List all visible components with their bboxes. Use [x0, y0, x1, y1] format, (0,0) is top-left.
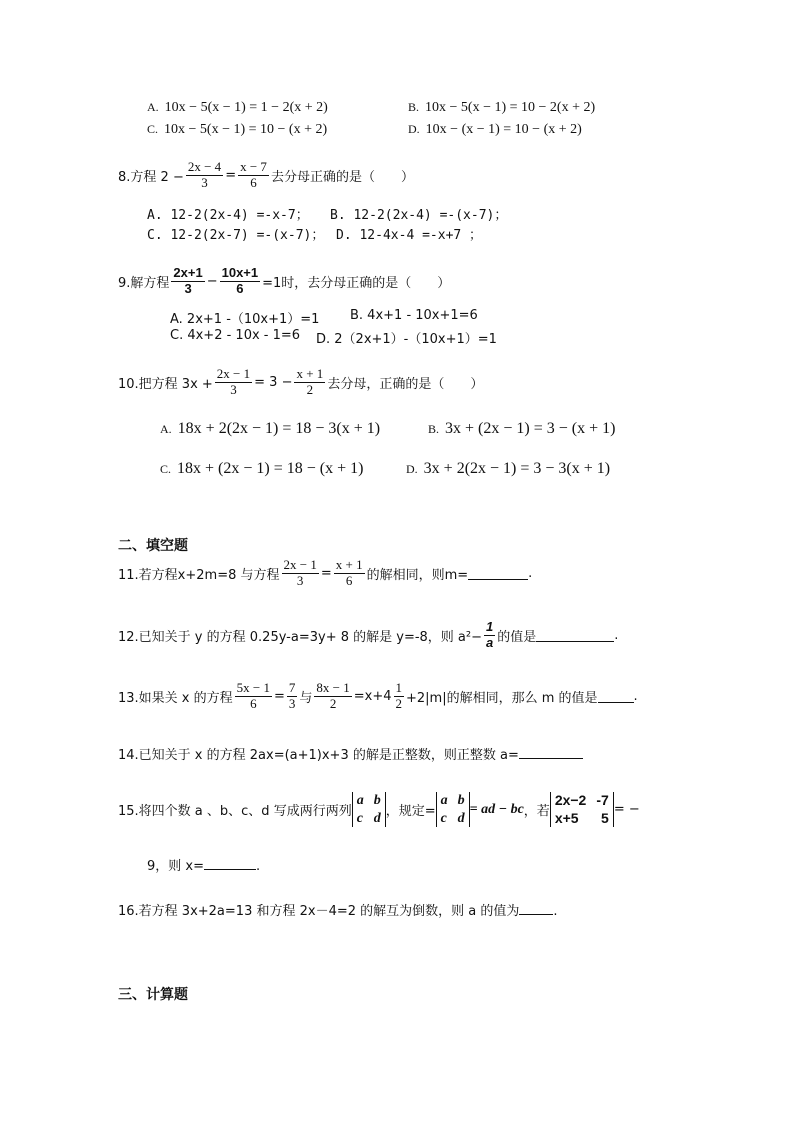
option-label: D.	[408, 122, 420, 136]
q13-prefix: 13.如果关 x 的方程	[118, 690, 233, 706]
equals: =	[320, 565, 332, 581]
q9-suffix: =1时，去分母正确的是（ ）	[262, 275, 451, 291]
numerator: 1	[395, 680, 402, 695]
option-label: B.	[428, 422, 440, 436]
q9-option-d: D. 2（2x+1）-（10x+1）=1	[316, 332, 497, 347]
option-label: C.	[147, 122, 159, 136]
q8-prefix: 8.方程 2 −	[118, 169, 184, 185]
option-label: C.	[160, 462, 172, 476]
q10-prefix: 10.把方程 3x +	[118, 376, 213, 392]
denominator: 3	[288, 695, 296, 711]
q15-stem	[118, 792, 640, 827]
option-expr: 18x + 2(2x − 1) = 18 − 3(x + 1)	[177, 420, 381, 437]
period: .	[633, 688, 638, 704]
q13-fraction-1	[235, 681, 272, 712]
determinant-given	[550, 792, 614, 827]
q10-fraction-1	[215, 367, 252, 398]
numerator: 7	[288, 680, 296, 695]
q13-fraction-2	[287, 681, 298, 712]
minus: −	[206, 273, 218, 289]
q15-line-2	[147, 855, 260, 874]
q13-fraction-4	[394, 681, 405, 712]
option-expr: 3x + (2x − 1) = 3 − (x + 1)	[445, 420, 616, 437]
det-entry: -7	[596, 792, 609, 808]
det-entry: d	[373, 810, 381, 826]
q7-option-a	[147, 96, 328, 116]
q9-option-c: C. 4x+2 - 10x - 1=6	[170, 328, 301, 343]
answer-blank[interactable]	[204, 857, 256, 870]
option-expr: 10x − 5(x − 1) = 10 − 2(x + 2)	[425, 100, 596, 115]
q15-mid2: ，若	[523, 804, 550, 819]
numerator: 2x − 4	[187, 159, 222, 174]
q8-fraction-2	[238, 160, 269, 191]
determinant-definition	[436, 792, 470, 827]
numerator: 10x+1	[221, 265, 259, 280]
q10-mid: = 3 −	[254, 374, 293, 390]
determinant-rule: = ad − bc	[469, 801, 524, 817]
denominator: 3	[201, 174, 208, 190]
period: .	[614, 627, 619, 643]
denominator: 6	[345, 572, 353, 588]
q9-fraction-2	[220, 266, 261, 297]
det-entry: d	[457, 810, 465, 826]
period: .	[553, 904, 558, 919]
q11-prefix: 11.若方程x+2m=8 与方程	[118, 567, 280, 583]
q7-option-d	[408, 118, 582, 138]
answer-blank[interactable]	[536, 629, 614, 642]
q10-option-d	[406, 458, 610, 478]
section-heading-fill-in: 二、填空题	[118, 538, 188, 554]
q15-prefix: 15.将四个数 a 、b、c、d 写成两行两列	[118, 804, 352, 819]
q15-line2-text: 9，则 x=	[147, 859, 204, 874]
numerator: x + 1	[296, 366, 324, 381]
q12-fraction	[484, 620, 495, 651]
option-expr: 10x − 5(x − 1) = 1 − 2(x + 2)	[164, 100, 328, 115]
q11-fraction-1	[282, 558, 319, 589]
q10-suffix: 去分母，正确的是（ ）	[327, 376, 484, 392]
det-entry: b	[457, 793, 465, 808]
det-entry: a	[356, 793, 364, 808]
q11-stem	[118, 558, 532, 589]
denominator: 3	[296, 572, 304, 588]
q13-mid3: +2|m|的解相同，那么 m 的值是	[406, 690, 598, 706]
q15-suffix: = −	[613, 802, 640, 817]
q14-text: 14.已知关于 x 的方程 2ax=(a+1)x+3 的解是正整数，则正整数 a=	[118, 748, 519, 763]
option-label: B.	[408, 100, 420, 114]
q12-stem	[118, 620, 618, 651]
q14-stem	[118, 744, 583, 763]
q9-option-a: A. 2x+1 -（10x+1）=1	[170, 312, 320, 327]
answer-blank[interactable]	[519, 902, 553, 915]
denominator: 6	[236, 280, 244, 296]
determinant-abcd	[352, 792, 386, 827]
q7-option-c	[147, 118, 327, 138]
option-expr: 3x + 2(2x − 1) = 3 − 3(x + 1)	[423, 460, 611, 477]
option-label: A.	[160, 422, 172, 436]
q8-option-a: A. 12-2(2x-4) =-x-7；	[147, 208, 309, 223]
q10-option-a	[160, 418, 380, 438]
q8-option-d: D. 12-4x-4 =-x+7 ；	[336, 228, 483, 243]
q12-prefix: 12.已知关于 y 的方程 0.25y-a=3y+ 8 的解是 y=-8，则 a²−	[118, 629, 483, 645]
q9-fraction-1	[171, 266, 204, 297]
q11-suffix: 的解相同，则m=	[366, 567, 469, 583]
denominator: 6	[250, 695, 257, 711]
q7-option-b	[408, 96, 595, 116]
q13-fraction-3	[314, 681, 351, 712]
q13-mid2: =x+4	[353, 688, 392, 704]
period: .	[528, 565, 533, 581]
q10-option-b	[428, 418, 615, 438]
option-expr: 10x − (x − 1) = 10 − (x + 2)	[425, 122, 582, 137]
section-heading-calculation: 三、计算题	[118, 987, 188, 1003]
denominator: 2	[395, 695, 402, 711]
q8-suffix: 去分母正确的是（ ）	[270, 169, 414, 185]
numerator: 2x − 1	[283, 557, 317, 572]
numerator: 8x − 1	[316, 680, 350, 695]
numerator: 5x − 1	[236, 680, 270, 695]
denominator: a	[486, 634, 494, 650]
det-entry: b	[373, 793, 381, 808]
answer-blank[interactable]	[468, 567, 528, 580]
q9-option-b: B. 4x+1 - 10x+1=6	[350, 308, 478, 323]
denominator: 3	[184, 280, 192, 296]
period: .	[256, 859, 261, 874]
option-label: D.	[406, 462, 418, 476]
answer-blank[interactable]	[519, 746, 583, 759]
numerator: x + 1	[335, 557, 363, 572]
q15-mid: ，规定=	[385, 804, 436, 819]
q8-fraction-1	[186, 160, 223, 191]
denominator: 2	[329, 695, 337, 711]
numerator: 2x+1	[173, 265, 203, 280]
det-entry: c	[356, 810, 363, 826]
denominator: 3	[230, 381, 237, 397]
q8-option-c: C. 12-2(2x-7) =-(x-7)；	[147, 228, 325, 243]
det-entry: 2x−2	[554, 792, 587, 808]
q11-fraction-2	[334, 558, 365, 589]
denominator: 6	[250, 174, 257, 190]
option-label: A.	[147, 100, 159, 114]
q13-mid: 与	[299, 690, 313, 706]
equals: =	[273, 688, 285, 704]
q9-stem	[118, 266, 450, 297]
numerator: x − 7	[240, 159, 267, 174]
option-expr: 10x − 5(x − 1) = 10 − (x + 2)	[164, 122, 328, 137]
q9-prefix: 9.解方程	[118, 275, 170, 291]
q16-text: 16.若方程 3x+2a=13 和方程 2x－4=2 的解互为倒数，则 a 的值为	[118, 904, 520, 919]
q8-option-b: B. 12-2(2x-4) =-(x-7)；	[330, 208, 508, 223]
q16-stem	[118, 900, 558, 919]
q10-stem	[118, 367, 483, 398]
numerator: 2x − 1	[216, 366, 251, 381]
q12-suffix: 的值是	[497, 629, 537, 645]
option-expr: 18x + (2x − 1) = 18 − (x + 1)	[177, 460, 364, 477]
denominator: 2	[306, 381, 314, 397]
answer-blank[interactable]	[598, 690, 634, 703]
q10-option-c	[160, 458, 363, 478]
det-entry: 5	[601, 809, 609, 826]
q8-stem	[118, 160, 414, 191]
det-entry: c	[440, 810, 447, 826]
det-entry: a	[440, 793, 448, 808]
q10-fraction-2	[294, 367, 325, 398]
numerator: 1	[486, 619, 494, 634]
equals: =	[225, 167, 237, 183]
det-entry: x+5	[554, 809, 579, 826]
q13-stem	[118, 681, 638, 712]
